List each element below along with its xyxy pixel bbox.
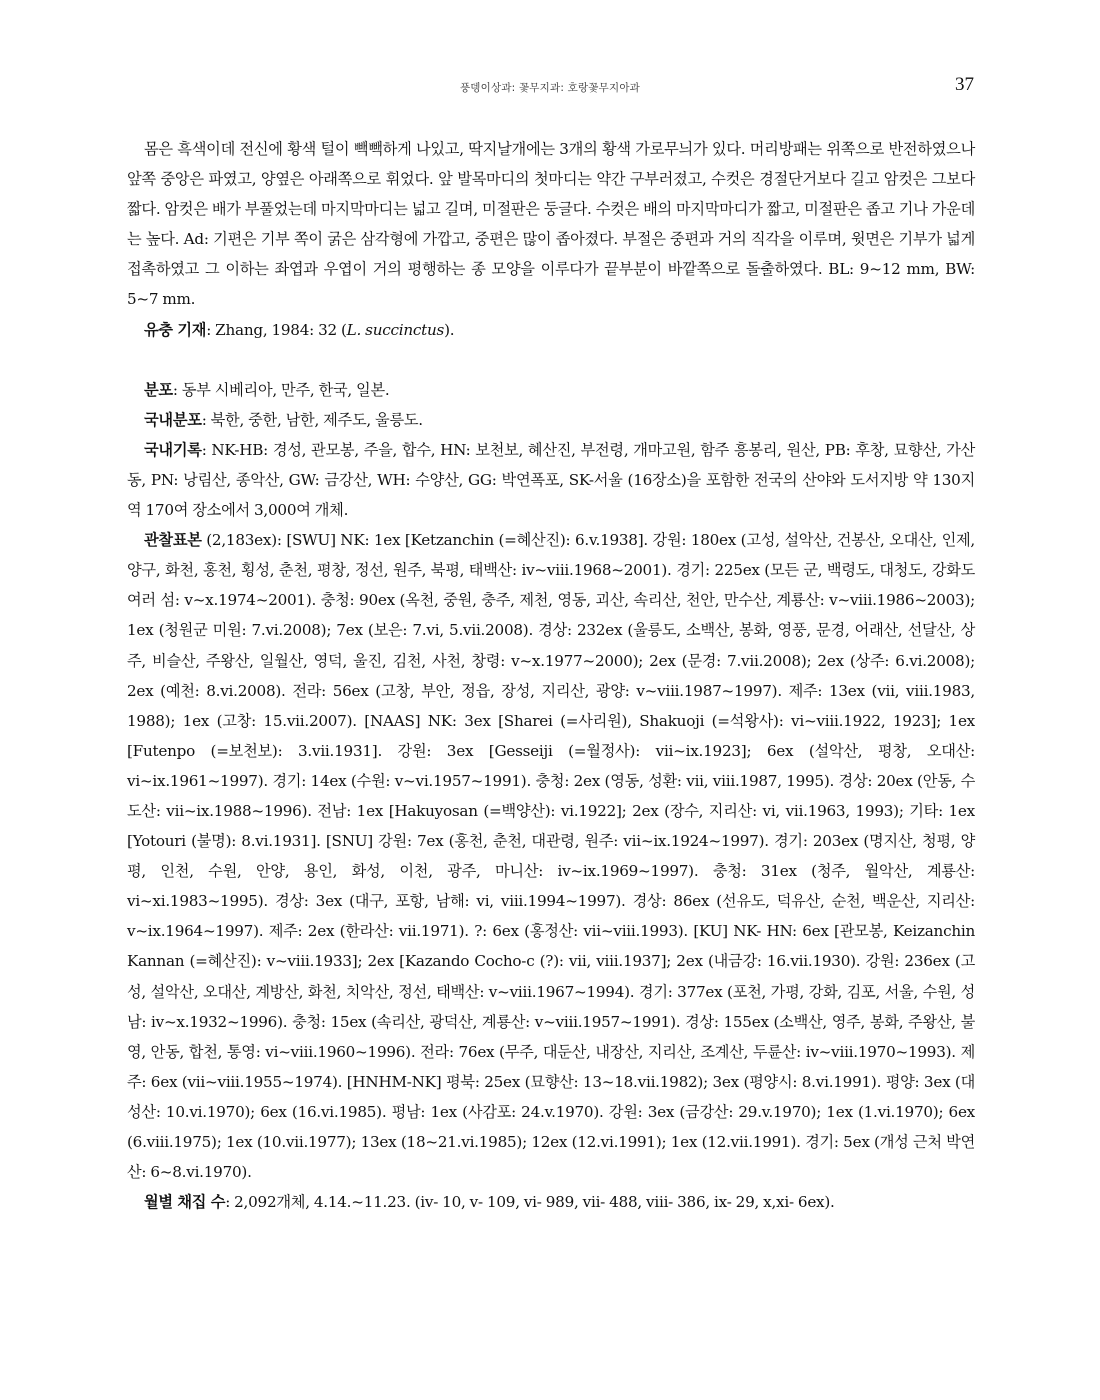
distribution-text: : 동부 시베리아, 만주, 한국, 일본.	[172, 380, 390, 399]
domestic-records-label: 국내기록	[144, 440, 202, 459]
larva-species-name: L. succinctus	[346, 320, 445, 339]
monthly-collection-paragraph	[127, 1187, 975, 1217]
page-number: 37	[955, 74, 974, 95]
domestic-distribution-label: 국내분포	[144, 410, 202, 429]
larva-paragraph	[127, 315, 975, 345]
page-header	[0, 76, 1100, 98]
domestic-distribution-text: : 북한, 중한, 남한, 제주도, 울릉도.	[201, 410, 423, 429]
examined-specimens-text: (2,183ex): [SWU] NK: 1ex [Ketzanchin (=혜산진): 6.v.1938]. 강원: 180ex (고성, 설악산, 건봉산, 오대산, 인제, 양구, 화천, 홍천, 횡성, 춘천, 평창, 정선, 원주, 북평, 태백산: iv~viii.1968~2001). 경기: 225ex (모든 군, 백령도, 대청도, 강화도 여러 섬: v~x.1974~2001). 충청: 90ex (옥천, 중원, 충주, 제천, 영동, 괴산, 속리산, 천안, 만수산, 계룡산: v~viii.1986~2003); 1ex (청원군 미원: 7.vi.2008); 7ex (보은: 7.vi, 5.vii.2008). 경상: 232ex (울릉도, 소백산, 봉화, 영풍, 문경, 어래산, 선달산, 상주, 비슬산, 주왕산, 일월산, 영덕, 울진, 김천, 사천, 창령: v~x.1977~2000); 2ex (문경: 7.vii.2008); 2ex (상주: 6.vi.2008); 2ex (예천: 8.vi.2008). 전라: 56ex (고창, 부안, 정읍, 장성, 지리산, 광양: v~viii.1987~1997). 제주: 13ex (vii, viii.1983, 1988); 1ex (고창: 15.vii.2007). [NAAS] NK: 3ex [Sharei (=사리원), Shakuoji (=석왕사): vi~viii.1922, 1923]; 1ex [Futenpo (=보천보): 3.vii.1931]. 강원: 3ex [Gesseiji (=월정사): vii~ix.1923]; 6ex (설악산, 평창, 오대산: vi~ix.1961~1997). 경기: 14ex (수원: v~vi.1957~1991). 충청: 2ex (영동, 성환: vii, viii.1987, 1995). 경상: 20ex (안동, 수도산: vii~ix.1988~1996). 전남: 1ex [Hakuyosan (=백양산): vi.1922]; 2ex (장수, 지리산: vi, vii.1963, 1993); 기타: 1ex [Yotouri (불명): 8.vi.1931]. [SNU] 강원: 7ex (홍천, 춘천, 대관령, 원주: vii~ix.1924~1997). 경기: 203ex (명지산, 청평, 양평, 인천, 수원, 안양, 용인, 화성, 이천, 광주, 마니산: iv~ix.1969~1997). 충청: 31ex (청주, 월악산, 계룡산: vi~xi.1983~1995). 경상: 3ex (대구, 포항, 남해: vi, viii.1994~1997). 경상: 86ex (선유도, 덕유산, 순천, 백운산, 지리산: v~ix.1964~1997). 제주: 2ex (한라산: vii.1971). ?: 6ex (홍정산: vii~viii.1993). [KU] NK- HN: 6ex [관모봉, Keizanchin Kannan (=혜산진): v~viii.1933]; 2ex [Kazando Cocho-c (?): vii, viii.1937]; 2ex (내금강: 16.vii.1930). 강원: 236ex (고성, 설악산, 오대산, 계방산, 화천, 치악산, 정선, 태백산: v~viii.1967~1994). 경기: 377ex (포천, 가평, 강화, 김포, 서울, 수원, 성남: iv~x.1932~1996). 충청: 15ex (속리산, 광덕산, 계룡산: v~viii.1957~1991). 경상: 155ex (소백산, 영주, 봉화, 주왕산, 불영, 안동, 합천, 통영: vi~viii.1960~1996). 전라: 76ex (무주, 대둔산, 내장산, 지리산, 조계산, 두륜산: iv~viii.1970~1993). 제주: 6ex (vii~viii.1955~1974). [HNHM-NK] 평북: 25ex (묘향산: 13~18.vii.1982); 3ex (평양시: 8.vi.1991). 평양: 3ex (대성산: 10.vi.1970); 6ex (16.vi.1985). 평남: 1ex (사감포: 24.v.1970). 강원: 3ex (금강산: 29.v.1970); 1ex (1.vi.1970); 6ex (6.viii.1975); 1ex (10.vii.1977); 13ex (18~21.vi.1985); 12ex (12.vi.1991); 1ex (12.vii.1991). 경기: 5ex (개성 근처 박연산: 6~8.vi.1970).	[127, 531, 975, 1182]
domestic-distribution-paragraph	[127, 405, 975, 435]
distribution-paragraph	[127, 375, 975, 405]
monthly-collection-text: : 2,092개체, 4.14.~11.23. (iv- 10, v- 109, vi- 989, vii- 488, viii- 386, ix- 29, x,xi- 6ex).	[225, 1193, 835, 1212]
monthly-collection-label: 월별 채집 수	[144, 1193, 226, 1212]
section-gap	[127, 345, 975, 375]
distribution-label: 분포	[144, 380, 173, 399]
running-title: 풍뎅이상과: 꽃무지과: 호랑꽃무지아과	[459, 82, 641, 94]
species-account	[127, 134, 975, 1217]
description-paragraph: 몸은 흑색이데 전신에 황색 털이 빽빽하게 나있고, 딱지날개에는 3개의 황색 가로무늬가 있다. 머리방패는 위쪽으로 반전하였으나 앞쪽 중앙은 파였고, 양옆은 아래쪽으로 휘었다. 앞 발목마디의 첫마디는 약간 구부러졌고, 수컷은 경절단거보다 길고 암컷은 그보다 짧다. 암컷은 배가 부풀었는데 마지막마디는 넓고 길며, 미절판은 둥글다. 수컷은 배의 마지막마디가 짧고, 미절판은 좁고 기나 가운데는 높다. Ad: 기편은 기부 쪽이 굵은 삼각형에 가깝고, 중편은 많이 좁아졌다. 부절은 중편과 거의 직각을 이루며, 윗면은 기부가 넓게 접촉하였고 그 이하는 좌엽과 우엽이 거의 평행하는 종 모양을 이루다가 끝부분이 바깥쪽으로 돌출하였다. BL: 9~12 mm, BW: 5~7 mm.	[127, 140, 975, 309]
domestic-records-paragraph	[127, 435, 975, 525]
examined-specimens-label: 관찰표본	[144, 531, 202, 550]
examined-specimens-paragraph	[127, 525, 975, 1187]
domestic-records-text: : NK-HB: 경성, 관모봉, 주을, 합수, HN: 보천보, 혜산진, 부전령, 개마고원, 함주 흥봉리, 원산, PB: 후창, 묘향산, 가산동, PN: 낭림산, 종악산, GW: 금강산, WH: 수양산, GG: 박연폭포, SK-서울 (16장소)을 포함한 전국의 산야와 도서지방 약 130지역 170여 장소에서 3,000여 개체.	[127, 440, 975, 520]
larva-text: : Zhang, 1984: 32 (	[206, 320, 347, 339]
larva-label: 유충 기재	[144, 320, 207, 339]
larva-text-end: ).	[444, 320, 455, 339]
